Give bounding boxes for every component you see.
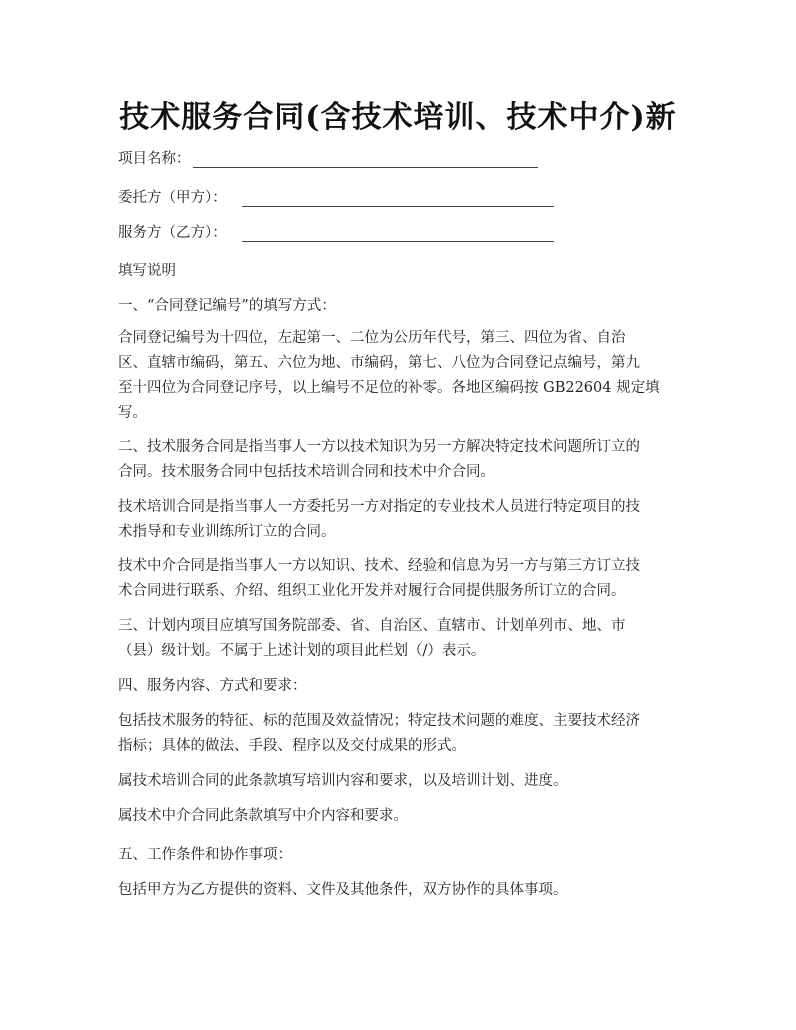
provider-party-b-field[interactable] [242, 240, 554, 242]
paragraph-line: 术指导和专业训练所订立的合同。 [118, 524, 336, 540]
section-heading-2: 二、技术服务合同是指当事人一方以技术知识为另一方解决特定技术问题所订立的 [118, 439, 640, 455]
section-heading-instructions: 填写说明 [118, 263, 176, 279]
client-party-a-field[interactable] [242, 205, 554, 207]
client-party-a-label: 委托方（甲方）： [118, 190, 227, 206]
paragraph-line: 属技术中介合同此条款填写中介内容和要求。 [118, 808, 408, 824]
document-title: 技术服务合同(含技术培训、技术中介)新 [119, 100, 677, 135]
paragraph-line: 技术中介合同是指当事人一方以知识、技术、经验和信息为另一方与第三方订立技 [118, 558, 640, 574]
paragraph-line: 属技术培训合同的此条款填写培训内容和要求，以及培训计划、进度。 [118, 773, 568, 789]
section-heading-5: 五、工作条件和协作事项： [118, 847, 292, 863]
paragraph-line: 至十四位为合同登记序号，以上编号不足位的补零。各地区编码按 GB22604 规定填 [118, 380, 660, 396]
section-heading-1: 一、“合同登记编号”的填写方式： [118, 298, 336, 314]
paragraph-line: 合同。技术服务合同中包括技术培训合同和技术中介合同。 [118, 464, 495, 480]
provider-party-b-label: 服务方（乙方）： [118, 225, 227, 241]
paragraph-line: （县）级计划。不属于上述计划的项目此栏划（/）表示。 [118, 643, 486, 659]
paragraph-line: 区、直辖市编码，第五、六位为地、市编码，第七、八位为合同登记点编号，第九 [118, 355, 640, 371]
paragraph-line: 包括甲方为乙方提供的资料、文件及其他条件，双方协作的具体事项。 [118, 882, 568, 898]
paragraph-line: 包括技术服务的特征、标的范围及效益情况；特定技术问题的难度、主要技术经济 [118, 713, 640, 729]
project-name-label: 项目名称： [118, 151, 191, 167]
paragraph-line: 合同登记编号为十四位，左起第一、二位为公历年代号，第三、四位为省、自治 [118, 330, 626, 346]
section-heading-3: 三、计划内项目应填写国务院部委、省、自治区、直辖市、计划单列市、地、市 [118, 618, 626, 634]
paragraph-line: 术合同进行联系、介绍、组织工业化开发并对履行合同提供服务所订立的合同。 [118, 583, 626, 599]
paragraph-line: 技术培训合同是指当事人一方委托另一方对指定的专业技术人员进行特定项目的技 [118, 499, 640, 515]
paragraph-line: 写。 [118, 405, 147, 421]
paragraph-line: 指标；具体的做法、手段、程序以及交付成果的形式。 [118, 738, 466, 754]
section-heading-4: 四、服务内容、方式和要求： [118, 678, 307, 694]
project-name-field[interactable] [193, 166, 538, 168]
